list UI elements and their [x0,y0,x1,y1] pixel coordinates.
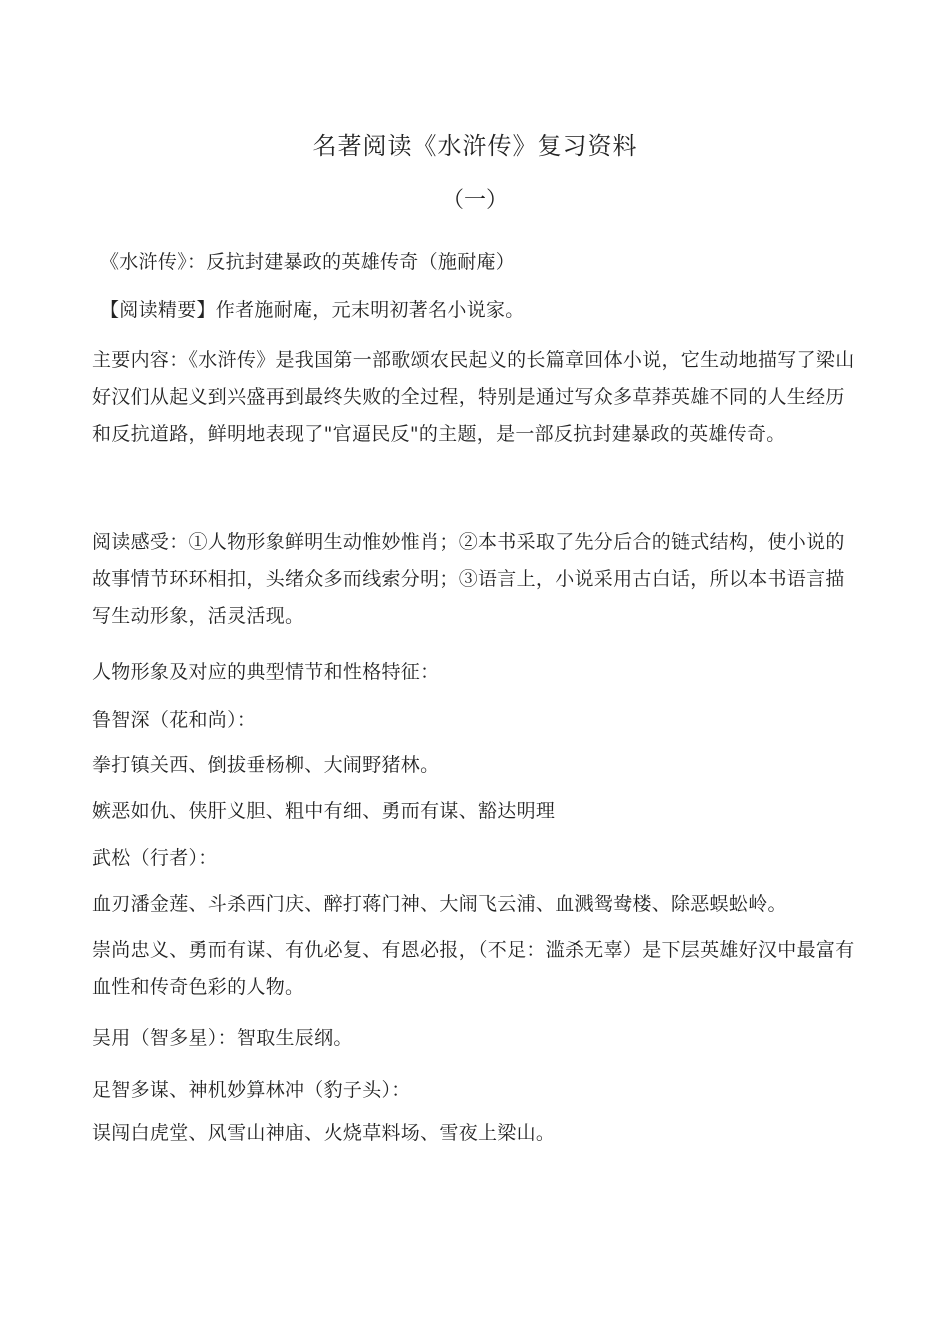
document-title: 名著阅读《水浒传》复习资料 [312,132,638,160]
character-luzhishen-plots: 拳打镇关西、倒拔垂杨柳、大闹野猪林。 [92,754,440,776]
character-wuyong-linchong-line: 足智多谋、神机妙算林冲（豹子头）： [92,1079,411,1101]
character-wusong-plots: 血刃潘金莲、斗杀西门庆、醉打蒋门神、大闹飞云浦、血溅鸳鸯楼、除恶蜈蚣岭。 [92,893,787,915]
main-content-paragraph: 主要内容：《水浒传》是我国第一部歌颂农民起义的长篇章回体小说，它生动地描写了梁山好汉们从起义到兴盛再到最终失败的全过程，特别是通过写众多草莽英雄不同的人生经历和反抗道路，鲜明地表现了"官逼民反"的主题，是一部反抗封建暴政的英雄传奇。 [92,349,855,445]
book-intro-line: 《水浒传》：反抗封建暴政的英雄传奇（施耐庵） [100,251,516,273]
character-luzhishen-name: 鲁智深（花和尚）： [92,709,257,731]
character-luzhishen-traits: 嫉恶如仇、侠肝义胆、粗中有细、勇而有谋、豁达明理 [92,800,556,822]
character-linchong-plots: 误闯白虎堂、风雪山神庙、火烧草料场、雪夜上梁山。 [92,1122,556,1144]
character-wuyong-line: 吴用（智多星）：智取生辰纲。 [92,1027,353,1049]
reading-impression-paragraph: 阅读感受：①人物形象鲜明生动惟妙惟肖；②本书采取了先分后合的链式结构，使小说的故事情节环环相扣，头绪众多而线索分明；③语言上，小说采用古白话，所以本书语言描写生动形象，活灵活现。 [92,531,845,627]
reading-essentials: 【阅读精要】作者施耐庵，元末明初著名小说家。 [100,299,525,321]
character-wusong-name: 武松（行者）： [92,847,218,869]
character-wusong-traits: 崇尚忠义、勇而有谋、有仇必复、有恩必报，（不足：滥杀无辜）是下层英雄好汉中最富有血性和传奇色彩的人物。 [92,939,855,998]
characters-heading: 人物形象及对应的典型情节和性格特征： [92,661,440,683]
document-subtitle: （一） [441,188,508,213]
